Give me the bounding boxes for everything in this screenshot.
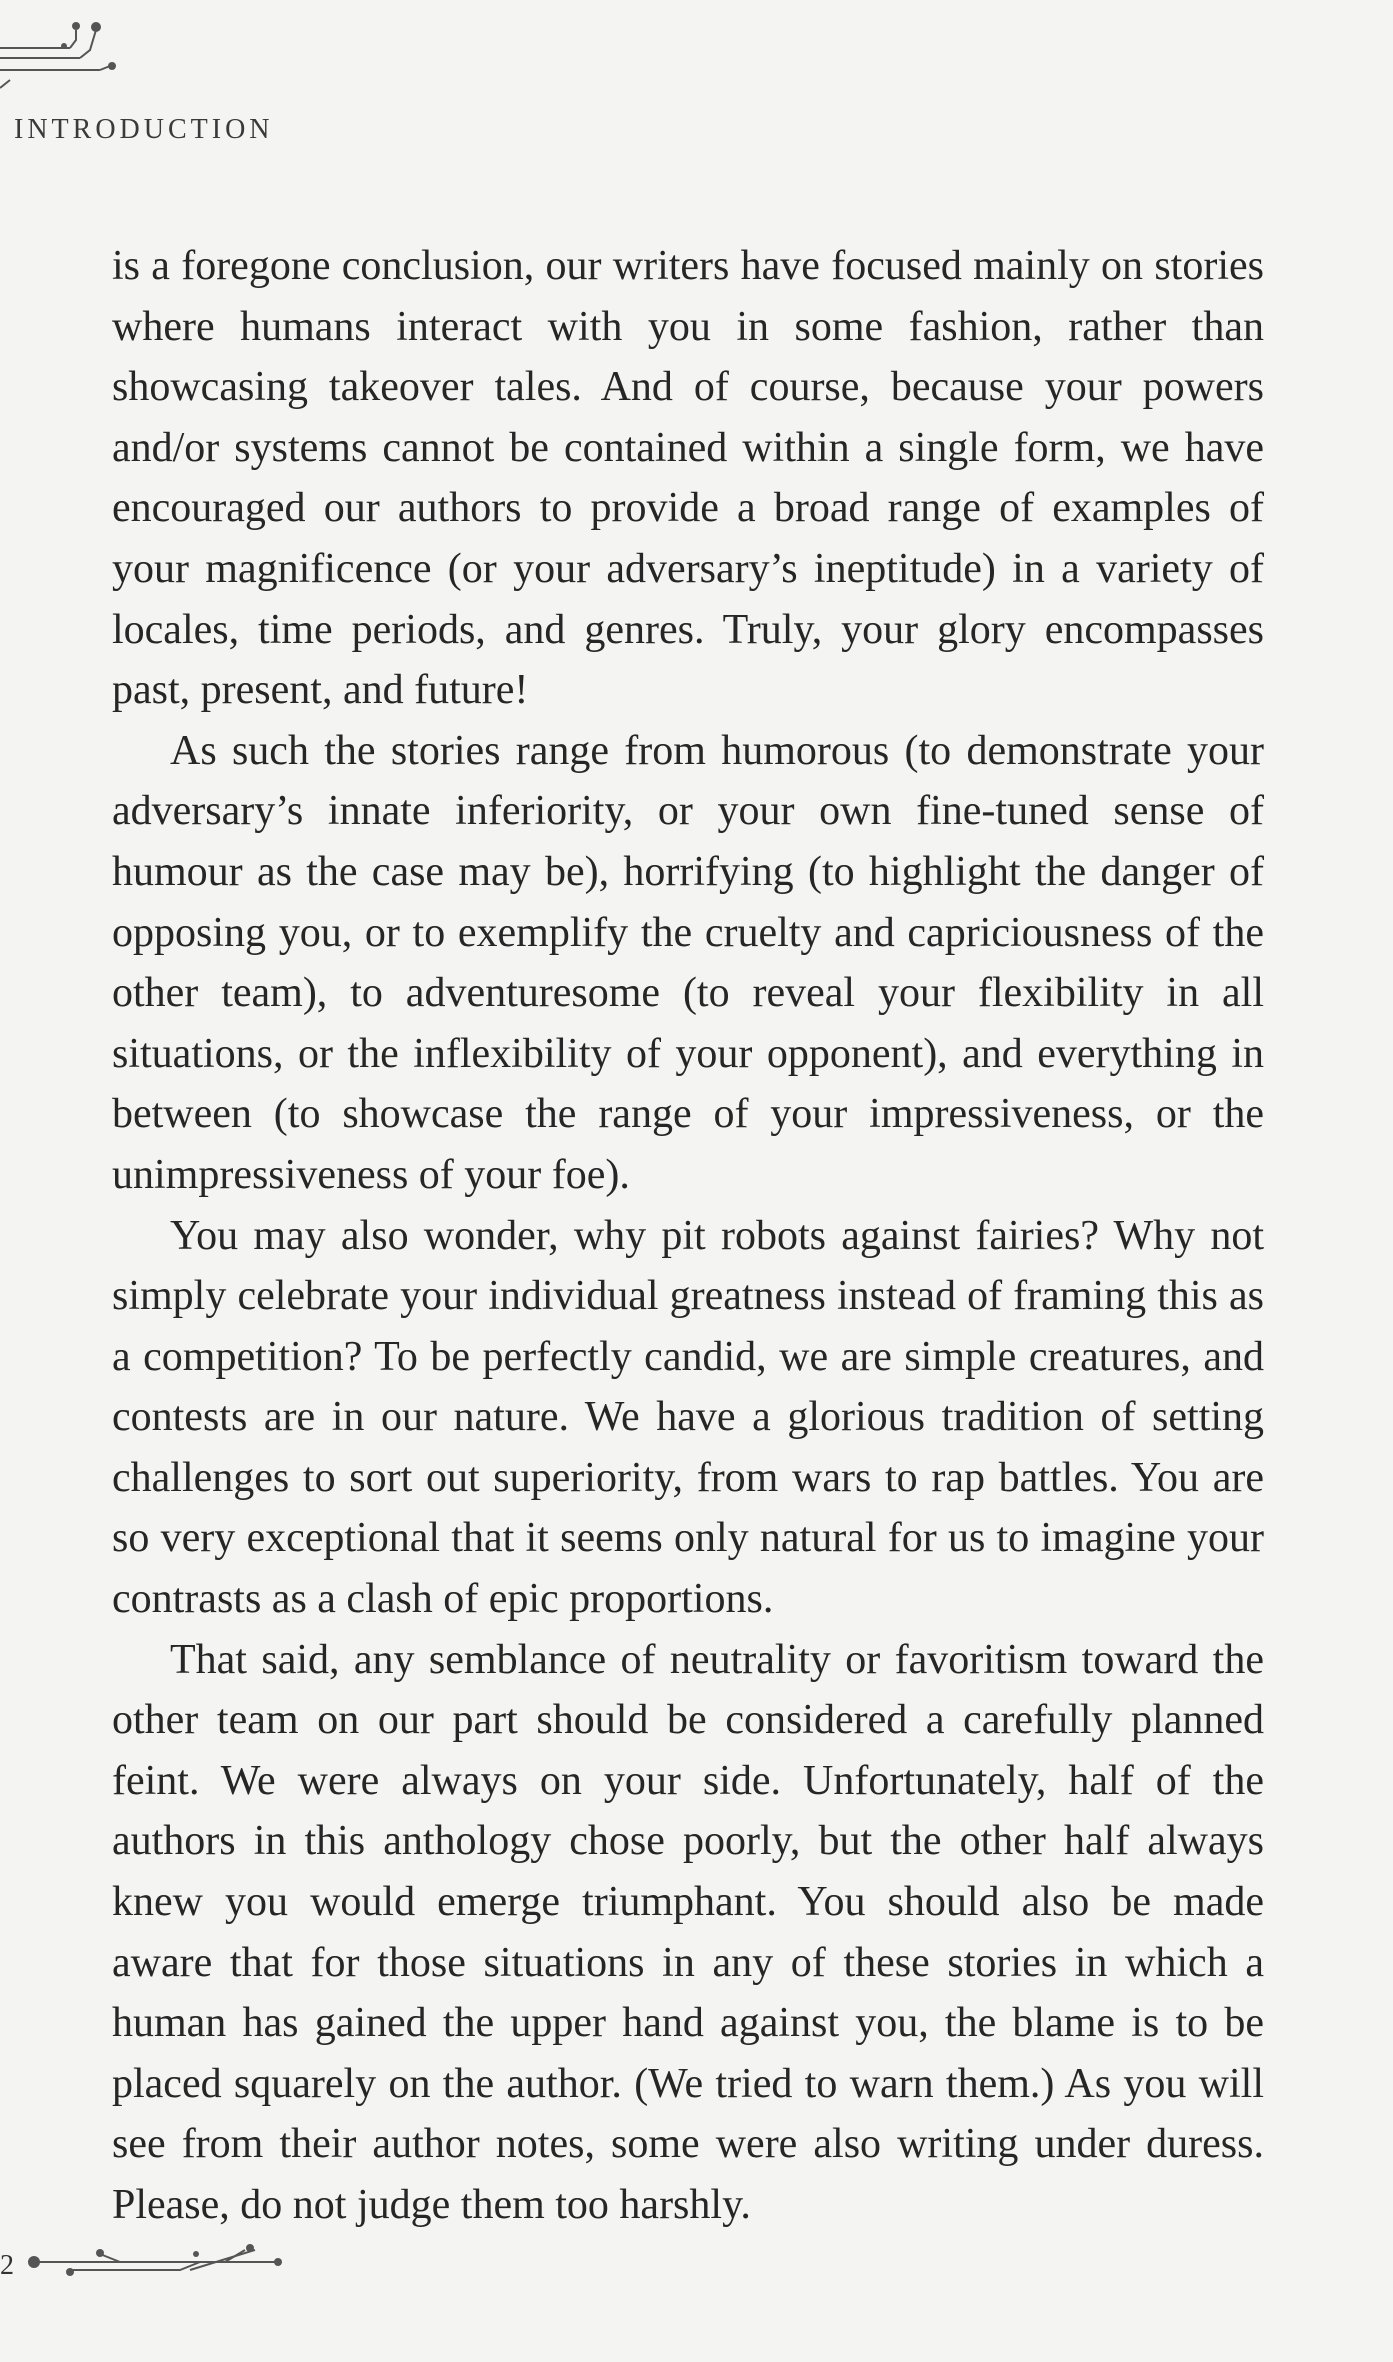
paragraph: You may also wonder, why pit robots against fairies? Why not simply celebrate your individual greatness instead of framing this as a competition? To be perfectly candid, we are simple creatures, and contests are in our nature. We have a glorious tradition of setting challenges to sort out superiority, from wars to rap battles. You are so very exceptional that it seems only natural for us to imagine your contrasts as a clash of epic proportions. xyxy=(112,1212,1264,1623)
paragraph: is a foregone conclusion, our writers have focused mainly on stories where humans interact with you in some fashion, rather than showcasing takeover tales. And of course, because your powers and/or systems cannot be contained within a single form, we have encouraged our authors to provide a broad range of examples of your magnificence (or your adversary’s ineptitude) in a variety of locales, time periods, and genres. Truly, your glory encompasses past, present, and future! xyxy=(112,243,1264,714)
running-head: INTRODUCTION xyxy=(14,114,274,145)
circuit-ornament-top-icon xyxy=(0,0,140,120)
paragraph: That said, any semblance of neutrality or favoritism toward the other team on our part should be considered a carefully planned feint. We were always on your side. Unfortunately, half of the authors in this anthology chose poorly, but the other half always knew you would emerge triumphant. You should also be made aware that for those situations in any of these stories in which a human has gained the upper hand against you, the blame is to be placed squarely on the author. (We tried to warn them.) As you will see from their author notes, some were also writing under duress. Please, do not judge them too harshly. xyxy=(112,1636,1264,2228)
body-text xyxy=(112,236,1264,2236)
page-number: 2 xyxy=(0,2250,14,2281)
paragraph: As such the stories range from humorous (to demonstrate your adversary’s innate inferiority, or your own fine-tuned sense of humour as the case may be), horrifying (to highlight the danger of opposing you, or to exemplify the cruelty and capriciousness of the other team), to adventuresome (to reveal your flexibility in all situations, or the inflexibility of your opponent), and everything in between (to showcase the range of your impressiveness, or the unimpressiveness of your foe). xyxy=(112,727,1264,1198)
circuit-ornament-bottom-icon xyxy=(0,2240,300,2300)
